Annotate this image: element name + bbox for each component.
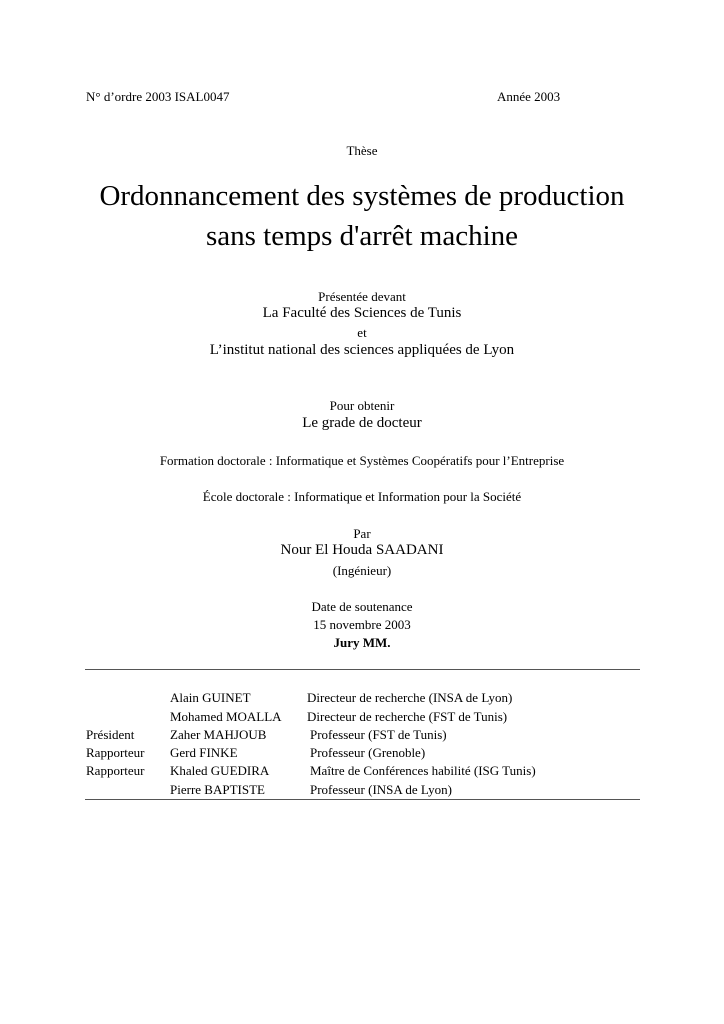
jury-bottom-rule <box>85 799 640 800</box>
jury-name: Khaled GUEDIRA <box>170 763 270 778</box>
defense-date: 15 novembre 2003 <box>313 617 411 632</box>
jury-position: Directeur de recherche (FST de Tunis) <box>307 709 508 724</box>
year: Année 2003 <box>497 89 561 104</box>
thesis-title-line2: sans temps d'arrêt machine <box>205 220 519 252</box>
jury-position: Maître de Conférences habilité (ISG Tunis) <box>310 763 536 778</box>
jury-position: Professeur (Grenoble) <box>310 745 426 760</box>
by-label: Par <box>353 526 371 541</box>
presented-label: Présentée devant <box>318 289 406 304</box>
author-title: (Ingénieur) <box>332 563 392 578</box>
jury-row <box>0 690 724 708</box>
thesis-title-line1: Ordonnancement des systèmes de production <box>99 180 625 212</box>
formation-doctorale: Formation doctorale : Informatique et Systèmes Coopératifs pour l’Entreprise <box>159 453 565 468</box>
faculty-name: La Faculté des Sciences de Tunis <box>262 305 462 321</box>
jury-row <box>0 709 724 727</box>
conjunction: et <box>357 325 367 340</box>
jury-name: Mohamed MOALLA <box>170 709 282 724</box>
ecole-doctorale: École doctorale : Informatique et Information pour la Société <box>202 489 522 504</box>
jury-top-rule <box>85 669 640 670</box>
degree-grade: Le grade de docteur <box>302 415 422 431</box>
jury-position: Professeur (FST de Tunis) <box>310 727 447 742</box>
jury-role: Président <box>86 727 135 742</box>
order-number: N° d’ordre 2003 ISAL0047 <box>86 89 230 104</box>
jury-row <box>0 763 724 781</box>
jury-name: Gerd FINKE <box>170 745 238 760</box>
jury-row <box>0 727 724 745</box>
defense-label: Date de soutenance <box>311 599 413 614</box>
author-name: Nour El Houda SAADANI <box>280 542 444 558</box>
jury-row <box>0 782 724 800</box>
jury-position: Directeur de recherche (INSA de Lyon) <box>307 690 513 705</box>
jury-role: Rapporteur <box>86 745 145 760</box>
institute-name: L’institut national des sciences appliquées de Lyon <box>209 342 515 358</box>
jury-position: Professeur (INSA de Lyon) <box>310 782 452 797</box>
doc-type: Thèse <box>346 143 378 158</box>
jury-row <box>0 745 724 763</box>
degree-label: Pour obtenir <box>329 398 395 413</box>
jury-name: Pierre BAPTISTE <box>170 782 265 797</box>
jury-name: Alain GUINET <box>170 690 251 705</box>
jury-role: Rapporteur <box>86 763 145 778</box>
jury-label: Jury MM. <box>333 635 391 650</box>
jury-name: Zaher MAHJOUB <box>170 727 267 742</box>
